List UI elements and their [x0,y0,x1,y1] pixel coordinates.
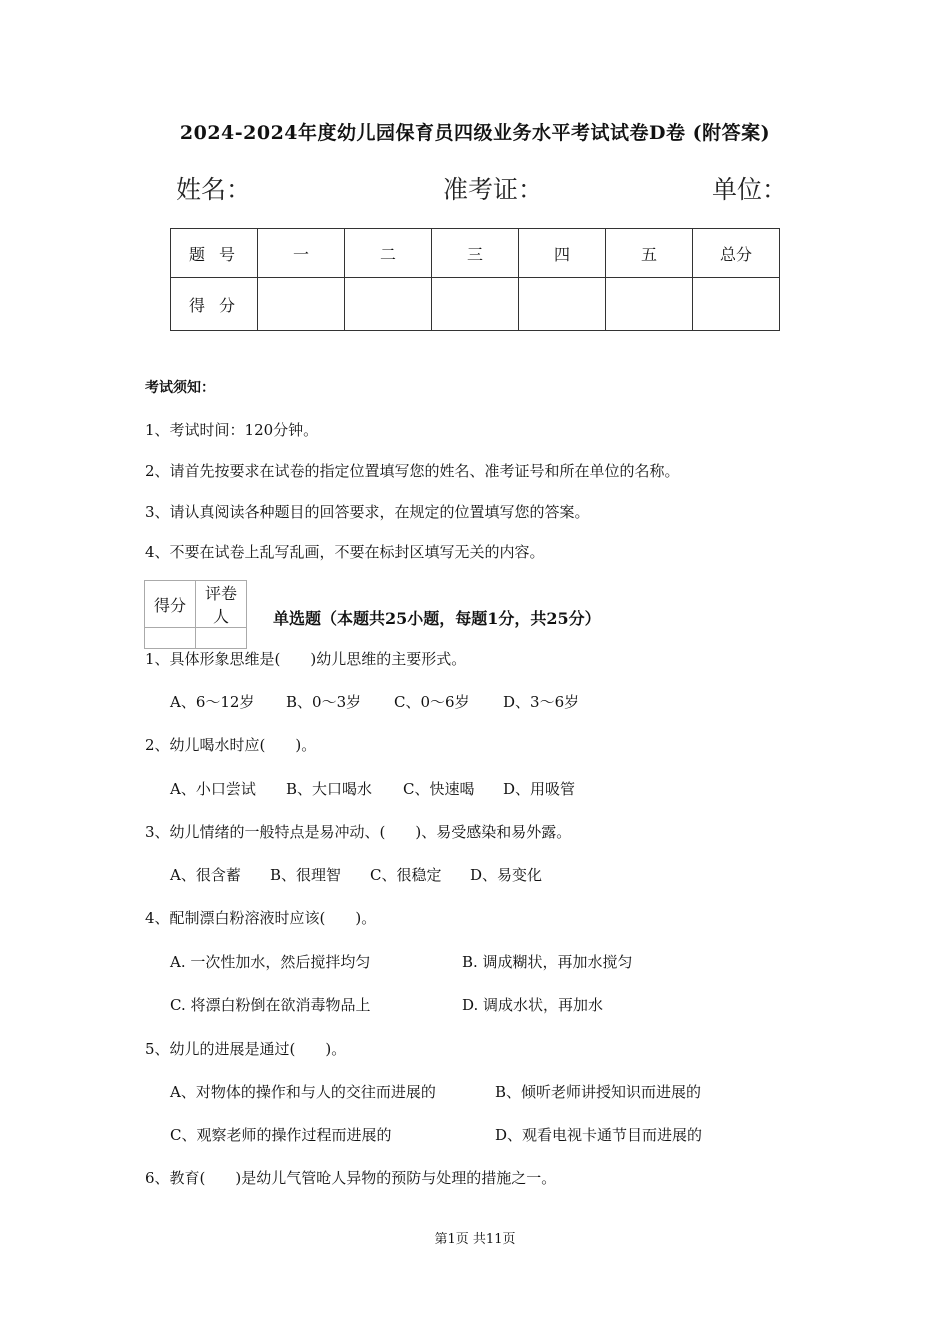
score-cell-3 [432,278,519,331]
question-4-option-d: D. 调成水状，再加水 [462,996,604,1014]
question-3-stem: 3、幼儿情绪的一般特点是易冲动、( )、易受感染和易外露。 [145,823,572,841]
grader-name-cell [196,628,247,649]
question-4-option-c: C. 将漂白粉倒在欲消毒物品上 [170,996,371,1014]
question-6-stem: 6、教育( )是幼儿气管呛人异物的预防与处理的措施之一。 [145,1169,557,1187]
score-table-header-row [171,229,780,278]
question-2-option-c: C、快速喝 [403,780,475,798]
question-3-option-a: A、很含蓄 [170,866,241,884]
question-1-option-d: D、3～6岁 [503,693,580,711]
exam-title: 2024-2024年度幼儿园保育员四级业务水平考试试卷D卷 (附答案) [179,122,771,144]
grader-score-label: 得分 [145,581,196,628]
column-2: 二 [345,229,432,278]
question-2-option-b: B、大口喝水 [286,780,373,798]
question-1-option-b: B、0～3岁 [286,693,362,711]
question-3-option-d: D、易变化 [470,866,543,884]
grader-name-label: 评卷人 [196,581,247,628]
grader-box [144,580,247,649]
score-label: 得分 [171,278,258,331]
question-2-option-d: D、用吸管 [503,780,576,798]
unit-field-label: 单位： [712,175,788,204]
notice-item-3: 3、请认真阅读各种题目的回答要求，在规定的位置填写您的答案。 [145,503,590,521]
question-1-stem: 1、具体形象思维是( )幼儿思维的主要形式。 [145,650,467,668]
question-4-option-a: A. 一次性加水，然后搅拌均匀 [170,953,371,971]
notice-item-4: 4、不要在试卷上乱写乱画，不要在标封区填写无关的内容。 [145,543,545,561]
score-cell-1 [258,278,345,331]
section-heading: 单选题（本题共25小题，每题1分，共25分） [273,609,601,628]
column-4: 四 [519,229,606,278]
exam-id-field-label: 准考证： [443,175,544,204]
question-number-label: 题号 [171,229,258,278]
name-field-label: 姓名： [176,175,252,204]
question-5-option-a: A、对物体的操作和与人的交往而进展的 [170,1083,436,1101]
question-2-option-a: A、小口尝试 [170,780,256,798]
notice-item-2: 2、请首先按要求在试卷的指定位置填写您的姓名、准考证号和所在单位的名称。 [145,462,680,480]
question-1-option-c: C、0～6岁 [394,693,470,711]
question-5-option-d: D、观看电视卡通节目而进展的 [495,1126,703,1144]
page-footer: 第1页 共11页 [434,1232,516,1247]
notice-heading: 考试须知： [145,380,215,396]
score-cell-4 [519,278,606,331]
column-3: 三 [432,229,519,278]
question-4-stem: 4、配制漂白粉溶液时应该( )。 [145,909,377,927]
score-cell-total [693,278,780,331]
score-cell-2 [345,278,432,331]
score-cell-5 [606,278,693,331]
question-3-option-c: C、很稳定 [370,866,442,884]
column-total: 总分 [693,229,780,278]
question-5-option-b: B、倾听老师讲授知识而进展的 [495,1083,702,1101]
column-1: 一 [258,229,345,278]
question-2-stem: 2、幼儿喝水时应( )。 [145,736,317,754]
grader-score-cell [145,628,196,649]
score-table-score-row [171,278,780,331]
question-5-option-c: C、观察老师的操作过程而进展的 [170,1126,392,1144]
column-5: 五 [606,229,693,278]
question-4-option-b: B. 调成糊状，再加水搅匀 [462,953,633,971]
question-1-option-a: A、6～12岁 [170,693,255,711]
score-table [170,228,780,331]
notice-item-1: 1、考试时间：120分钟。 [145,421,319,439]
question-5-stem: 5、幼儿的进展是通过( )。 [145,1040,347,1058]
question-3-option-b: B、很理智 [270,866,342,884]
